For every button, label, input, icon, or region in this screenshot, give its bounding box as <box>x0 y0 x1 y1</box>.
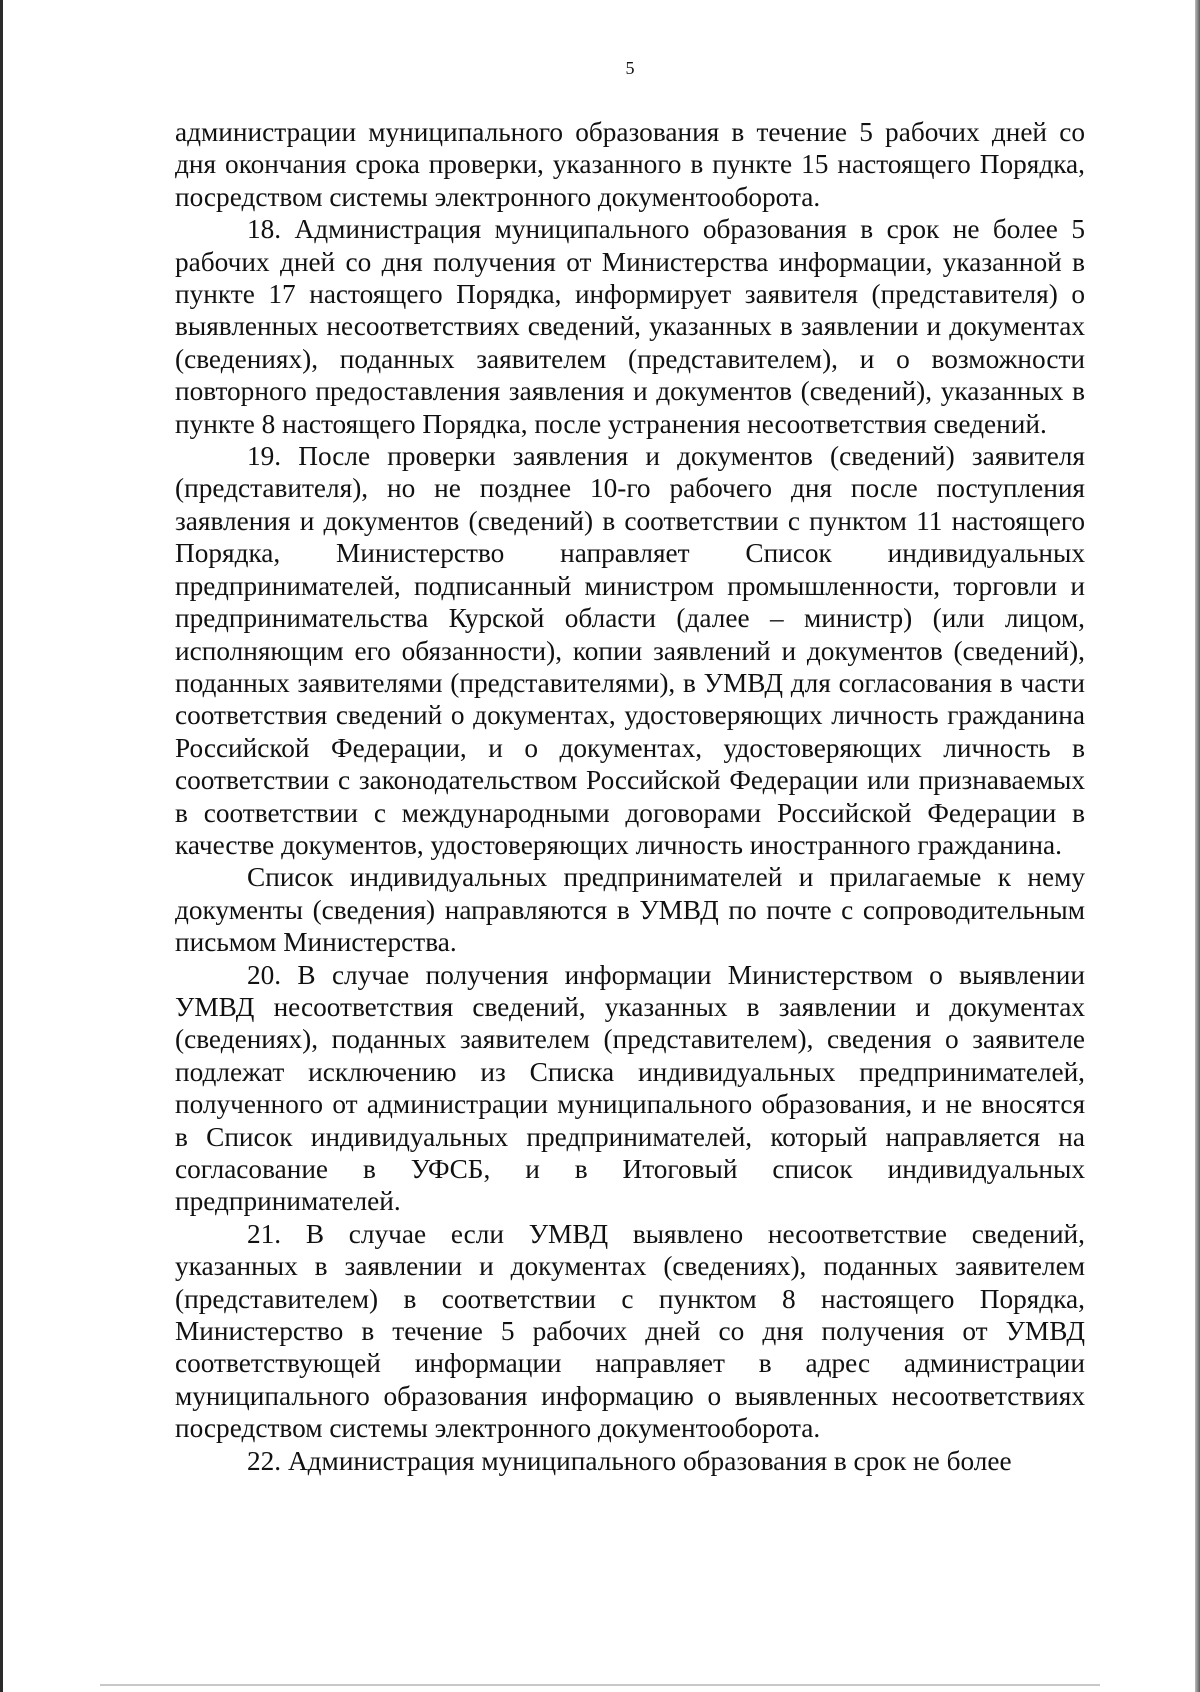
document-body <box>175 116 1085 1477</box>
page-number: 5 <box>625 58 635 78</box>
paragraph-18: 18. Администрация муниципального образования в срок не более 5 рабочих дней со дня получения от Министерства информации, указанной в пункте 17 настоящего Порядка, информирует заявителя (представителя) о выявленных несоответствиях сведений, указанных в заявлении и документах (сведениях), поданных заявителем (представителем), и о возможности повторного предоставления заявления и документов (сведений), указанных в пункте 8 настоящего Порядка, после устранения несоответствия сведений. <box>175 214 1085 439</box>
paragraph-22: 22. Администрация муниципального образования в срок не более <box>247 1445 1012 1476</box>
scan-edge-right <box>1195 0 1200 1692</box>
scan-edge-bottom <box>100 1684 1100 1686</box>
paragraph-19: 19. После проверки заявления и документов (сведений) заявителя (представителя), но не позднее 10-го рабочего дня после поступления заявления и документов (сведений) в соответствии с пунктом 11 настоящего Порядка, Министерство направляет Список индивидуальных предпринимателей, подписанный министром промышленности, торговли и предпринимательства Курской области (далее – министр) (или лицом, исполняющим его обязанности), копии заявлений и документов (сведений), поданных заявителями (представителями), в УМВД для согласования в части соответствия сведений о документах, удостоверяющих личность гражданина Российской Федерации, и о документах, удостоверяющих личность в соответствии с законодательством Российской Федерации или признаваемых в соответствии с международными договорами Российской Федерации в качестве документов, удостоверяющих личность иностранного гражданина. <box>175 441 1085 860</box>
paragraph-20: 20. В случае получения информации Министерством о выявлении УМВД несоответствия сведений, указанных в заявлении и документах (сведениях), поданных заявителем (представителем), сведения о заявителе подлежат исключению из Списка индивидуальных предпринимателей, полученного от администрации муниципального образования, и не вносятся в Список индивидуальных предпринимателей, который направляется на согласование в УФСБ, и в Итоговый список индивидуальных предпринимателей. <box>175 959 1085 1217</box>
paragraph-19-list-note: Список индивидуальных предпринимателей и прилагаемые к нему документы (сведения) направляются в УМВД по почте с сопроводительным письмом Министерства. <box>175 862 1085 958</box>
paragraph-continuation: администрации муниципального образования в течение 5 рабочих дней со дня окончания срока проверки, указанного в пункте 15 настоящего Порядка, посредством системы электронного документооборота. <box>175 117 1085 212</box>
scan-edge-left <box>0 0 3 1692</box>
paragraph-21: 21. В случае если УМВД выявлено несоответствие сведений, указанных в заявлении и документах (сведениях), поданных заявителем (представителем) в соответствии с пунктом 8 настоящего Порядка, Министерство в течение 5 рабочих дней со дня получения от УМВД соответствующей информации направляет в адрес администрации муниципального образования информацию о выявленных несоответствиях посредством системы электронного документооборота. <box>175 1218 1085 1444</box>
